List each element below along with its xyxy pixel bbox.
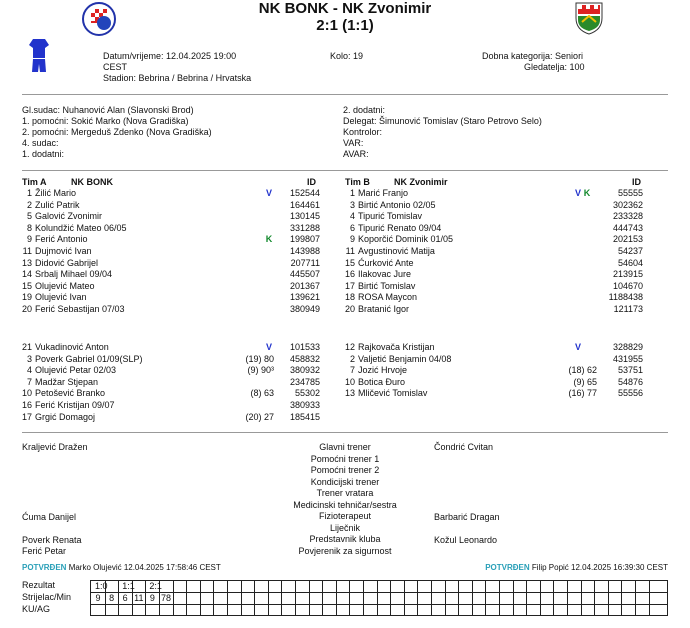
player-id: 1188438 — [608, 292, 643, 303]
grid-cell-line — [404, 581, 405, 615]
grid-cell-line — [458, 581, 459, 615]
player-row — [14, 222, 334, 234]
player-number: 12 — [344, 342, 355, 352]
player-number: 14 — [21, 269, 32, 280]
team-a-name: NK BONK — [71, 177, 113, 187]
player-id: 331288 — [289, 222, 320, 233]
player-number: 20 — [344, 304, 355, 314]
player-id: 380933 — [289, 400, 320, 410]
player-number: 4 — [349, 211, 355, 222]
player-row — [337, 245, 657, 257]
match-title: NK BONK - NK Zvonimir — [258, 0, 432, 17]
player-id: 104670 — [612, 280, 643, 291]
team-a-security: Ferić Petar — [22, 546, 67, 556]
official-line: VAR: — [343, 138, 364, 148]
official-line: 2. dodatni: — [343, 105, 386, 115]
player-row — [337, 268, 657, 280]
substitution-minute: (18) 62 — [568, 365, 597, 376]
player-number: 7 — [26, 376, 32, 387]
confirm-left — [22, 563, 221, 572]
player-number: 9 — [349, 234, 355, 245]
grid-cell-line — [241, 581, 242, 615]
team-a-label: Tim A — [22, 177, 47, 187]
grid-cell-line — [309, 581, 310, 615]
staff-role: Glavni trener — [319, 442, 371, 452]
player-row — [14, 268, 334, 280]
player-id: 201367 — [289, 280, 320, 291]
player-number: 3 — [349, 199, 355, 210]
grid-cell-line — [540, 581, 541, 615]
player-name: Petošević Branko — [35, 388, 106, 399]
grid-cell-line — [499, 581, 500, 615]
player-number: 21 — [21, 342, 32, 352]
player-name: Olujević Mateo — [35, 280, 95, 291]
substitution-minute: (9) 65 — [573, 376, 597, 387]
player-id: 55302 — [294, 388, 320, 399]
team-b-label: Tim B — [345, 177, 370, 187]
player-row — [14, 245, 334, 257]
captain-mark: K — [265, 234, 273, 245]
grid-cell-line — [431, 581, 432, 615]
player-row — [337, 257, 657, 269]
player-number: 2 — [349, 353, 355, 364]
player-number: 15 — [344, 257, 355, 268]
divider — [22, 170, 668, 171]
player-id: 207711 — [290, 257, 320, 268]
official-line: Gl.sudac: Nuhanović Alan (Slavonski Brod) — [22, 105, 194, 115]
player-id: 213915 — [612, 269, 643, 280]
player-number: 17 — [21, 411, 32, 422]
player-id: 458832 — [289, 353, 320, 364]
confirm-right — [485, 563, 668, 572]
player-number: 10 — [344, 376, 355, 387]
result-score: 1:0 — [95, 581, 108, 591]
staff-role: Predstavnik kluba — [309, 534, 381, 544]
player-name: Madžar Stjepan — [35, 376, 99, 387]
grid-cell-line — [594, 581, 595, 615]
substitution-minute: (8) 63 — [250, 388, 274, 399]
grid-cell-line — [349, 581, 350, 615]
player-name: Rajkovača Kristijan — [358, 342, 435, 352]
team-a-id-header: ID — [307, 177, 316, 187]
player-row — [14, 399, 334, 411]
player-id: 202153 — [612, 234, 643, 245]
player-number: 15 — [21, 280, 32, 291]
player-name: Ferić Antonio — [35, 234, 88, 245]
player-id: 431955 — [612, 353, 643, 364]
scorer-minute: 78 — [160, 593, 171, 603]
scorer-minute: 8 — [109, 593, 115, 603]
player-name: Poverk Gabriel 01/09(SLP) — [35, 353, 143, 364]
player-name: Ferić Kristijan 09/07 — [35, 400, 115, 410]
divider — [22, 94, 668, 95]
player-name: ROSA Maycon — [358, 292, 418, 303]
grid-cell-line — [621, 581, 622, 615]
player-number: 6 — [349, 222, 355, 233]
team-a-head-coach: Kraljević Dražen — [22, 442, 88, 452]
grid-cell-line — [472, 581, 473, 615]
player-name: Tipurić Renato 09/04 — [358, 222, 442, 233]
player-name: Srbalj Mihael 09/04 — [35, 269, 113, 280]
age-category: Dobna kategorija: Seniori — [482, 51, 584, 61]
staff-role: Povjerenik za sigurnost — [298, 545, 392, 556]
substitution-minute: (19) 80 — [245, 353, 274, 364]
player-name: Marić Franjo — [358, 188, 409, 198]
staff-role: Pomoćni trener 1 — [310, 453, 380, 464]
player-id: 185415 — [289, 411, 320, 422]
match-score: 2:1 (1:1) — [316, 17, 374, 34]
staff-role: Kondicijski trener — [310, 476, 380, 487]
player-name: Zulić Patrik — [35, 199, 80, 210]
confirm-left-label: POTVRĐEN — [22, 563, 67, 572]
official-line: AVAR: — [343, 149, 369, 159]
player-row — [337, 233, 657, 245]
match-timezone: CEST — [103, 62, 128, 72]
staff-role: Trener vratara — [316, 488, 374, 498]
results-grid — [90, 580, 668, 616]
player-row — [337, 387, 657, 399]
player-row — [337, 187, 657, 199]
player-name: Birtić Tomislav — [358, 280, 416, 291]
player-row — [337, 291, 657, 303]
official-line: 1. dodatni: — [22, 149, 65, 159]
player-id: 54237 — [617, 246, 643, 256]
player-id: 302362 — [612, 199, 643, 210]
jersey-icon — [28, 38, 50, 74]
grid-cell-line — [186, 581, 187, 615]
player-id: 53751 — [617, 365, 643, 376]
grid-cell-line — [295, 581, 296, 615]
team-a-rep: Poverk Renata — [22, 535, 82, 545]
player-name: Tipurić Tomislav — [358, 211, 423, 222]
player-row — [14, 303, 334, 315]
player-row — [337, 364, 657, 376]
player-name: Koporčić Dominik 01/05 — [358, 234, 454, 245]
grid-cell-line — [526, 581, 527, 615]
team-b-id-header: ID — [632, 177, 641, 187]
player-row — [337, 199, 657, 211]
player-number: 1 — [26, 188, 32, 198]
player-row — [14, 376, 334, 388]
team-b-name: NK Zvonimir — [394, 177, 448, 187]
player-row — [14, 353, 334, 365]
grid-cell-line — [513, 581, 514, 615]
grid-cell-line — [254, 581, 255, 615]
result-score: 2:1 — [149, 581, 162, 591]
player-number: 18 — [344, 292, 355, 303]
grid-cell-line — [567, 581, 568, 615]
player-name: Jozić Hrvoje — [358, 365, 408, 376]
captain-mark: K — [583, 188, 591, 198]
grid-cell-line — [336, 581, 337, 615]
player-name: Ferić Sebastijan 07/03 — [35, 304, 125, 314]
player-name: Žilić Mario — [35, 188, 77, 198]
player-row — [14, 280, 334, 292]
player-id: 199807 — [289, 234, 320, 245]
player-row — [337, 341, 657, 353]
divider — [22, 432, 668, 433]
player-number: 17 — [344, 280, 355, 291]
team-b-head-coach: Čondrić Cvitan — [434, 442, 494, 452]
grid-cell-line — [485, 581, 486, 615]
player-number: 13 — [344, 388, 355, 399]
player-number: 4 — [26, 365, 32, 376]
player-id: 130145 — [289, 211, 320, 222]
player-name: Valjetić Benjamin 04/08 — [358, 353, 452, 364]
player-name: Kolundžić Mateo 06/05 — [35, 222, 127, 233]
captain-mark: V — [574, 342, 581, 352]
grid-cell-line — [635, 581, 636, 615]
player-row — [14, 233, 334, 245]
player-number: 2 — [26, 199, 32, 210]
spectators: Gledatelja: 100 — [524, 62, 585, 72]
player-id: 55555 — [617, 188, 643, 198]
player-name: Didović Gabrijel — [35, 257, 99, 268]
scorer-minute: 11 — [134, 593, 144, 603]
substitution-minute: (9) 90³ — [247, 365, 274, 376]
player-id: 54876 — [617, 376, 643, 387]
player-row — [14, 411, 334, 423]
player-number: 3 — [26, 353, 32, 364]
grid-cell-line — [581, 581, 582, 615]
captain-mark: V — [574, 188, 581, 198]
player-id: 139621 — [289, 292, 320, 303]
grid-cell-line — [363, 581, 364, 615]
player-row — [14, 387, 334, 399]
substitution-minute: (16) 77 — [568, 388, 597, 399]
player-name: Vukadinović Anton — [35, 342, 109, 352]
confirm-right-label: POTVRĐEN — [485, 563, 530, 572]
grid-cell-line — [553, 581, 554, 615]
staff-role: Medicinski tehničar/sestra — [293, 499, 397, 510]
player-row — [14, 187, 334, 199]
player-name: Ilakovac Jure — [358, 269, 412, 280]
player-id: 152544 — [289, 188, 320, 198]
grid-cell-line — [227, 581, 228, 615]
substitution-minute: (20) 27 — [245, 411, 274, 422]
scorer-minute: 9 — [95, 593, 101, 603]
player-number: 9 — [26, 234, 32, 245]
grid-cell-line — [268, 581, 269, 615]
match-stadium: Stadion: Bebrina / Bebrina / Hrvatska — [103, 73, 252, 83]
player-number: 10 — [21, 388, 32, 399]
player-id: 380932 — [289, 365, 320, 376]
player-number: 20 — [21, 304, 32, 314]
player-name: Ćurković Ante — [358, 257, 414, 268]
player-number: 16 — [344, 269, 355, 280]
official-line: 1. pomoćni: Sokić Marko (Nova Gradiška) — [22, 116, 189, 126]
result-score: 1:1 — [122, 581, 135, 591]
player-id: 143988 — [289, 246, 320, 256]
player-name: Botica Đuro — [358, 376, 406, 387]
grid-cell-line — [377, 581, 378, 615]
result-label: Rezultat — [22, 580, 56, 590]
grid-cell-line — [322, 581, 323, 615]
team-b-rep: Kožul Leonardo — [434, 535, 498, 545]
grid-cell-line — [200, 581, 201, 615]
staff-role: Fizioterapeut — [318, 511, 372, 521]
player-id: 445507 — [289, 269, 320, 280]
player-row — [337, 280, 657, 292]
player-id: 101533 — [289, 342, 320, 352]
team-a-physio: Ćuma Danijel — [22, 512, 77, 522]
scorer-label: Strijelac/Min — [22, 592, 72, 602]
player-number: 8 — [26, 222, 32, 233]
player-number: 13 — [21, 257, 32, 268]
player-row — [14, 210, 334, 222]
player-row — [14, 199, 334, 211]
player-number: 5 — [26, 211, 32, 222]
player-id: 164461 — [289, 199, 320, 210]
player-row — [14, 341, 334, 353]
player-name: Bratanić Igor — [358, 304, 410, 314]
confirm-right-text: Filip Popić 12.04.2025 16:39:30 CEST — [531, 563, 668, 572]
player-row — [337, 303, 657, 315]
grid-cell-line — [390, 581, 391, 615]
official-line: 4. sudac: — [22, 138, 59, 148]
player-number: 19 — [21, 292, 32, 303]
team-b-physio: Barbarić Dragan — [434, 512, 500, 522]
player-name: Galović Zvonimir — [35, 211, 103, 222]
scorer-minute: 6 — [122, 593, 128, 603]
player-id: 121173 — [613, 304, 643, 314]
player-number: 11 — [345, 246, 355, 256]
staff-role: Liječnik — [329, 522, 360, 533]
grid-cell-line — [445, 581, 446, 615]
player-name: Birtić Antonio 02/05 — [358, 199, 436, 210]
player-name: Avgustinović Matija — [358, 246, 435, 256]
player-id: 233328 — [612, 211, 643, 222]
grid-cell-line — [281, 581, 282, 615]
captain-mark: V — [265, 188, 272, 198]
player-id: 444743 — [612, 222, 643, 233]
confirm-left-text: Marko Olujević 12.04.2025 17:58:46 CEST — [68, 563, 221, 572]
grid-cell-line — [213, 581, 214, 615]
official-line: Kontrolor: — [343, 127, 383, 137]
player-row — [14, 364, 334, 376]
player-name: Dujmović Ivan — [35, 246, 92, 256]
official-line: 2. pomoćni: Mergeduš Zdenko (Nova Gradiška) — [22, 127, 212, 137]
grid-cell-line — [608, 581, 609, 615]
player-name: Olujević Petar 02/03 — [35, 365, 117, 376]
player-row — [14, 291, 334, 303]
player-number: 16 — [21, 400, 32, 410]
player-id: 380949 — [289, 304, 320, 314]
match-datetime: Datum/vrijeme: 12.04.2025 19:00 — [103, 51, 237, 61]
player-row — [337, 222, 657, 234]
player-number: 7 — [349, 365, 355, 376]
official-line: Delegat: Šimunović Tomislav (Staro Petrovo Selo) — [343, 116, 542, 126]
player-id: 328829 — [612, 342, 643, 352]
staff-role: Pomoćni trener 2 — [310, 465, 380, 475]
player-number: 11 — [22, 246, 32, 256]
player-row — [337, 353, 657, 365]
player-number: 1 — [349, 188, 355, 198]
player-row — [337, 376, 657, 388]
player-id: 234785 — [289, 376, 320, 387]
match-round: Kolo: 19 — [330, 51, 364, 61]
player-name: Mličević Tomislav — [358, 388, 428, 399]
player-id: 55556 — [617, 388, 643, 399]
player-row — [337, 210, 657, 222]
player-name: Grgić Domagoj — [35, 411, 96, 422]
scorer-minute: 9 — [149, 593, 155, 603]
player-id: 54604 — [617, 257, 643, 268]
player-name: Olujević Ivan — [35, 292, 87, 303]
grid-cell-line — [649, 581, 650, 615]
captain-mark: V — [265, 342, 272, 352]
grid-cell-line — [417, 581, 418, 615]
player-row — [14, 257, 334, 269]
ku-ag-label: KU/AG — [22, 604, 51, 614]
